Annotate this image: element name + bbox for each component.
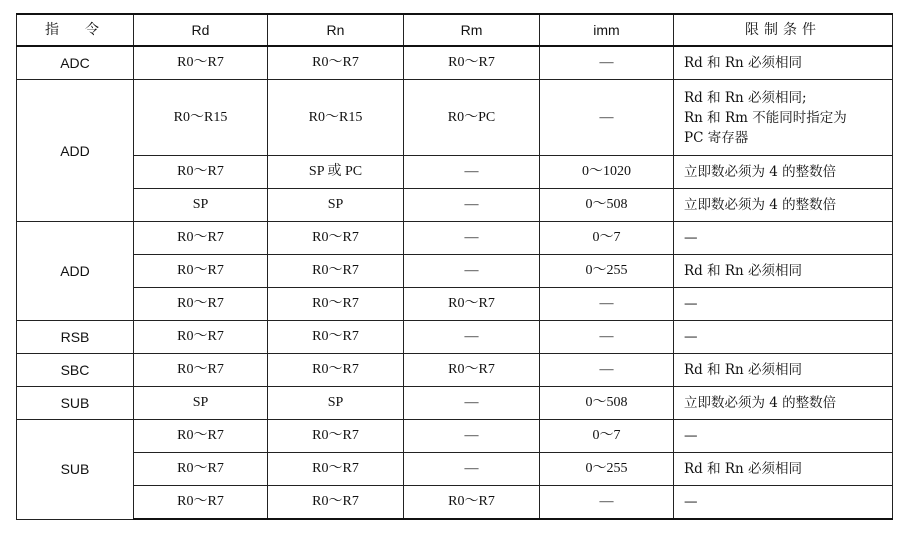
imm-cell: — bbox=[540, 354, 674, 387]
imm-cell: — bbox=[540, 321, 674, 354]
instruction-cell: SUB bbox=[17, 387, 134, 420]
rd-cell: R0～R7 bbox=[134, 486, 268, 520]
rn-cell: R0～R7 bbox=[268, 354, 404, 387]
rn-cell: R0～R7 bbox=[268, 222, 404, 255]
rm-cell: — bbox=[404, 420, 540, 453]
rd-cell: SP bbox=[134, 189, 268, 222]
condition-cell: — bbox=[674, 420, 893, 453]
instruction-cell: SUB bbox=[17, 420, 134, 520]
rn-cell: R0～R7 bbox=[268, 453, 404, 486]
instruction-cell: RSB bbox=[17, 321, 134, 354]
rn-cell: R0～R7 bbox=[268, 46, 404, 80]
rd-cell: R0～R7 bbox=[134, 222, 268, 255]
imm-cell: 0～255 bbox=[540, 453, 674, 486]
rm-cell: R0～R7 bbox=[404, 486, 540, 520]
instruction-cell: ADC bbox=[17, 46, 134, 80]
rd-cell: SP bbox=[134, 387, 268, 420]
instruction-table bbox=[16, 13, 893, 520]
condition-line: Rn 和 Rm 不能同时指定为 bbox=[684, 109, 847, 126]
rn-cell: SP bbox=[268, 387, 404, 420]
condition-cell: 立即数必须为 4 的整数倍 bbox=[674, 387, 893, 420]
rd-cell: R0～R7 bbox=[134, 156, 268, 189]
rd-cell: R0～R7 bbox=[134, 288, 268, 321]
table-row bbox=[17, 354, 893, 387]
rm-cell: — bbox=[404, 321, 540, 354]
header-row bbox=[17, 14, 893, 46]
rn-cell: SP 或 PC bbox=[268, 156, 404, 189]
imm-cell: — bbox=[540, 486, 674, 520]
condition-cell: 立即数必须为 4 的整数倍 bbox=[674, 189, 893, 222]
table-row bbox=[17, 255, 893, 288]
table-row bbox=[17, 288, 893, 321]
rd-cell: R0～R7 bbox=[134, 46, 268, 80]
condition-cell: — bbox=[674, 321, 893, 354]
rn-cell: R0～R7 bbox=[268, 486, 404, 520]
condition-cell: — bbox=[674, 486, 893, 520]
header-rm: Rm bbox=[404, 14, 540, 46]
table-row bbox=[17, 453, 893, 486]
rm-cell: — bbox=[404, 255, 540, 288]
condition-cell: 立即数必须为 4 的整数倍 bbox=[674, 156, 893, 189]
imm-cell: — bbox=[540, 80, 674, 156]
condition-cell: Rd 和 Rn 必须相同 bbox=[674, 354, 893, 387]
header-rd: Rd bbox=[134, 14, 268, 46]
rd-cell: R0～R7 bbox=[134, 354, 268, 387]
condition-cell bbox=[674, 80, 893, 156]
rd-cell: R0～R7 bbox=[134, 453, 268, 486]
rm-cell: — bbox=[404, 156, 540, 189]
instruction-cell: ADD bbox=[17, 80, 134, 222]
rm-cell: R0～R7 bbox=[404, 354, 540, 387]
rd-cell: R0～R15 bbox=[134, 80, 268, 156]
table-row bbox=[17, 486, 893, 520]
imm-cell: 0～1020 bbox=[540, 156, 674, 189]
table-row bbox=[17, 189, 893, 222]
rm-cell: R0～R7 bbox=[404, 46, 540, 80]
instruction-cell: SBC bbox=[17, 354, 134, 387]
table-row bbox=[17, 156, 893, 189]
imm-cell: 0～255 bbox=[540, 255, 674, 288]
rn-cell: R0～R15 bbox=[268, 80, 404, 156]
header-instruction: 指 令 bbox=[17, 14, 134, 46]
header-imm: imm bbox=[540, 14, 674, 46]
header-rn: Rn bbox=[268, 14, 404, 46]
rm-cell: — bbox=[404, 222, 540, 255]
imm-cell: 0～508 bbox=[540, 189, 674, 222]
instruction-cell: ADD bbox=[17, 222, 134, 321]
rm-cell: R0～PC bbox=[404, 80, 540, 156]
rd-cell: R0～R7 bbox=[134, 321, 268, 354]
rn-cell: R0～R7 bbox=[268, 420, 404, 453]
condition-cell: Rd 和 Rn 必须相同 bbox=[674, 255, 893, 288]
table-row bbox=[17, 387, 893, 420]
table-row bbox=[17, 222, 893, 255]
table-row bbox=[17, 321, 893, 354]
imm-cell: — bbox=[540, 46, 674, 80]
table-row bbox=[17, 46, 893, 80]
rm-cell: — bbox=[404, 189, 540, 222]
rn-cell: R0～R7 bbox=[268, 288, 404, 321]
table-row bbox=[17, 80, 893, 156]
rd-cell: R0～R7 bbox=[134, 255, 268, 288]
imm-cell: 0～7 bbox=[540, 420, 674, 453]
header-condition: 限制条件 bbox=[674, 14, 893, 46]
imm-cell: 0～7 bbox=[540, 222, 674, 255]
condition-cell: — bbox=[674, 288, 893, 321]
rm-cell: R0～R7 bbox=[404, 288, 540, 321]
table-row bbox=[17, 420, 893, 453]
rn-cell: R0～R7 bbox=[268, 255, 404, 288]
condition-line: Rd 和 Rn 必须相同; bbox=[684, 89, 807, 106]
condition-cell: Rd 和 Rn 必须相同 bbox=[674, 453, 893, 486]
condition-cell: — bbox=[674, 222, 893, 255]
rd-cell: R0～R7 bbox=[134, 420, 268, 453]
imm-cell: — bbox=[540, 288, 674, 321]
condition-line: PC 寄存器 bbox=[684, 129, 749, 146]
condition-cell: Rd 和 Rn 必须相同 bbox=[674, 46, 893, 80]
rn-cell: SP bbox=[268, 189, 404, 222]
rm-cell: — bbox=[404, 387, 540, 420]
rm-cell: — bbox=[404, 453, 540, 486]
imm-cell: 0～508 bbox=[540, 387, 674, 420]
rn-cell: R0～R7 bbox=[268, 321, 404, 354]
